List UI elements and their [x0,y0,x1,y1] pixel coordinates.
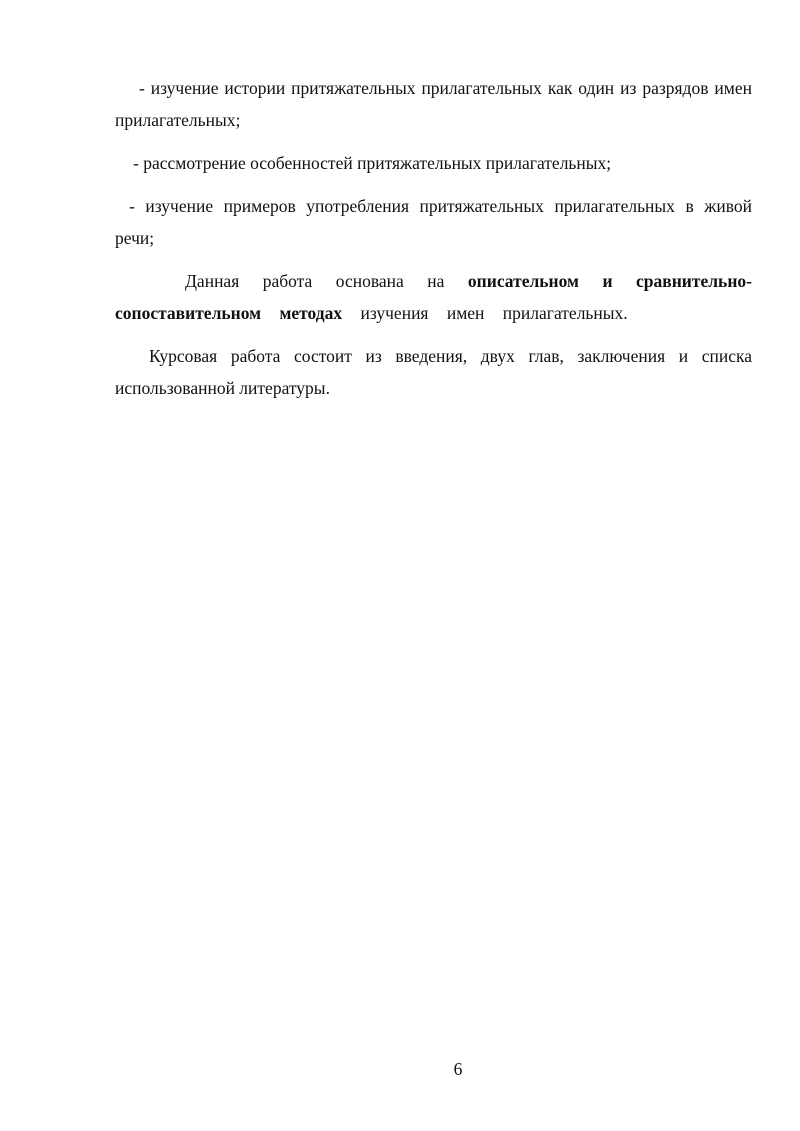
page-number: 6 [453,1059,463,1079]
methods-text-after: изучения имен прилагательных. [342,303,628,323]
paragraph-features-goal: - рассмотрение особенностей притяжательных прилагательных; [133,153,612,173]
paragraph-examples-goal: - изучение примеров употребления притяжательных прилагательных в живой речи; [115,196,752,248]
methods-text-before: Данная работа основана на [185,271,468,291]
methods-bold-text: описательном и сравнительно-сопоставительном методах [115,271,752,323]
text-block [115,72,752,415]
paragraph-history-goal: - изучение истории притяжательных прилагательных как один из разрядов имен прилагательных; [115,78,752,130]
paragraph-structure: Курсовая работа состоит из введения, двух глав, заключения и списка использованной литературы. [115,346,752,398]
paragraph-methods [115,265,752,329]
